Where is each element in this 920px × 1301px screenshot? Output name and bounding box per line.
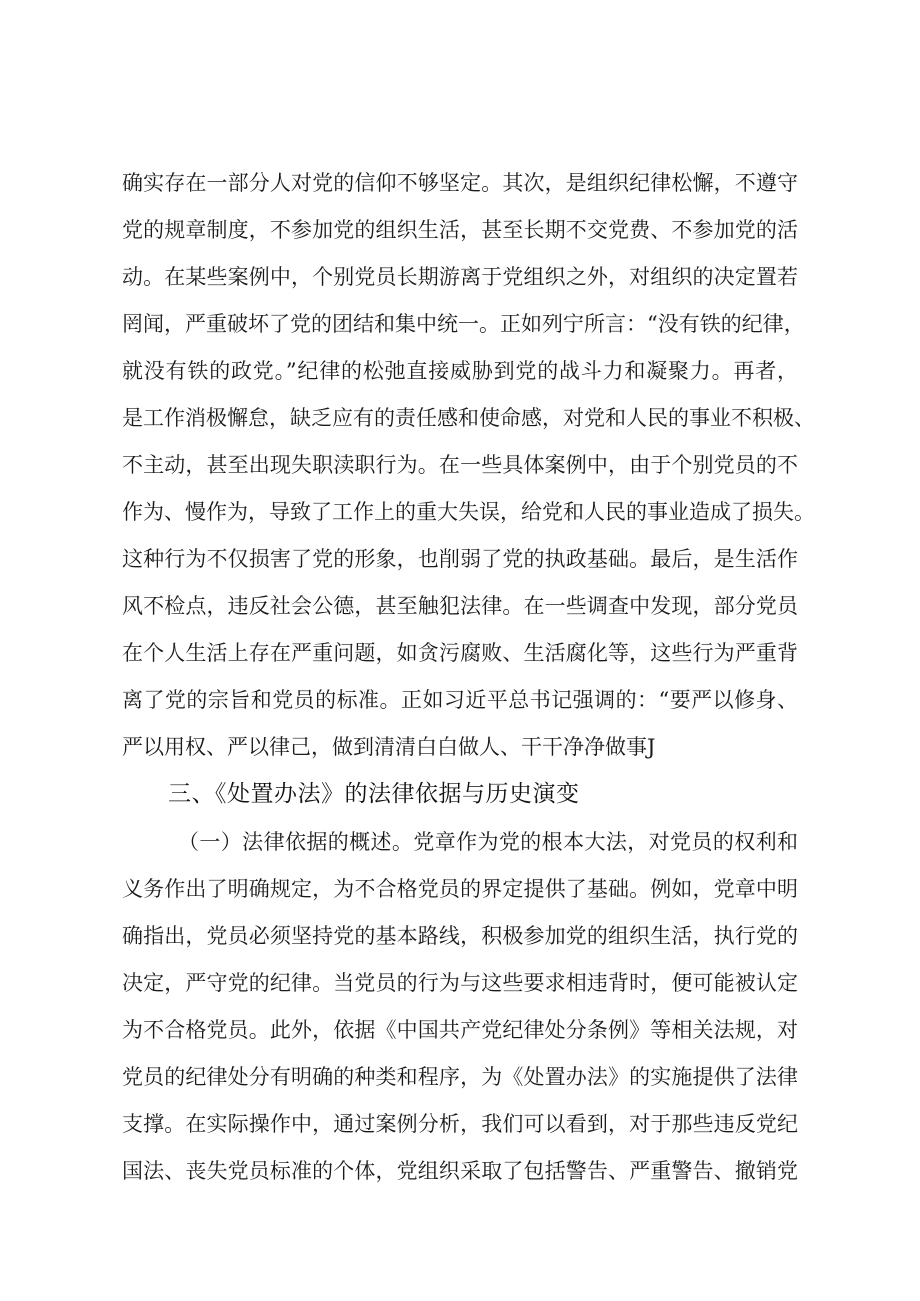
text-line: 不主动，甚至出现失职渎职行为。在一些具体案例中，由于个别党员的不 (122, 453, 798, 477)
text-line: 支撑。在实际操作中，通过案例分析，我们可以看到，对于那些违反党纪 (122, 1112, 798, 1136)
text-line: 离了党的宗旨和党员的标准。正如习近平总书记强调的：“要严以修身、 (122, 688, 798, 712)
text-line: 作为、慢作为，导致了工作上的重大失误，给党和人民的事业造成了损失。 (122, 500, 815, 524)
text-line: （一）法律依据的概述。党章作为党的根本大法，对党员的权利和 (178, 830, 798, 854)
text-line: 是工作消极懈怠，缺乏应有的责任感和使命感，对党和人民的事业不积极、 (122, 406, 815, 430)
text-line: 为不合格党员。此外，依据《中国共产党纪律处分条例》等相关法规，对 (122, 1018, 798, 1042)
text-line: 党员的纪律处分有明确的种类和程序，为《处置办法》的实施提供了法律 (122, 1065, 798, 1089)
text-line: 国法、丧失党员标准的个体，党组织采取了包括警告、严重警告、撤销党 (122, 1159, 798, 1183)
text-line: 严以用权、严以律己，做到清清白白做人、干干净净做事J (122, 735, 656, 759)
text-line: 决定，严守党的纪律。当党员的行为与这些要求相违背时，便可能被认定 (122, 971, 798, 995)
text-line: 党的规章制度，不参加党的组织生活，甚至长期不交党费、不参加党的活 (122, 218, 798, 242)
text-line: 动。在某些案例中，个别党员长期游离于党组织之外，对组织的决定置若 (122, 265, 798, 289)
text-line: 义务作出了明确规定，为不合格党员的界定提供了基础。例如，党章中明 (122, 877, 798, 901)
text-line: 确指出，党员必须坚持党的基本路线，积极参加党的组织生活，执行党的 (122, 924, 798, 948)
text-line: 风不检点，违反社会公德，甚至触犯法律。在一些调查中发现，部分党员 (122, 594, 798, 618)
text-line: 罔闻，严重破坏了党的团结和集中统一。正如列宁所言：“没有铁的纪律， (122, 312, 805, 336)
text-line: 确实存在一部分人对党的信仰不够坚定。其次，是组织纪律松懈，不遵守 (122, 171, 798, 195)
section-heading: 三、《处置办法》的法律依据与历史演变 (168, 781, 580, 807)
text-line: 在个人生活上存在严重问题，如贪污腐败、生活腐化等，这些行为严重背 (122, 641, 798, 665)
text-line: 这种行为不仅损害了党的形象，也削弱了党的执政基础。最后，是生活作 (122, 547, 798, 571)
text-line: 就没有铁的政党。”纪律的松弛直接威胁到党的战斗力和凝聚力。再者， (122, 359, 798, 383)
